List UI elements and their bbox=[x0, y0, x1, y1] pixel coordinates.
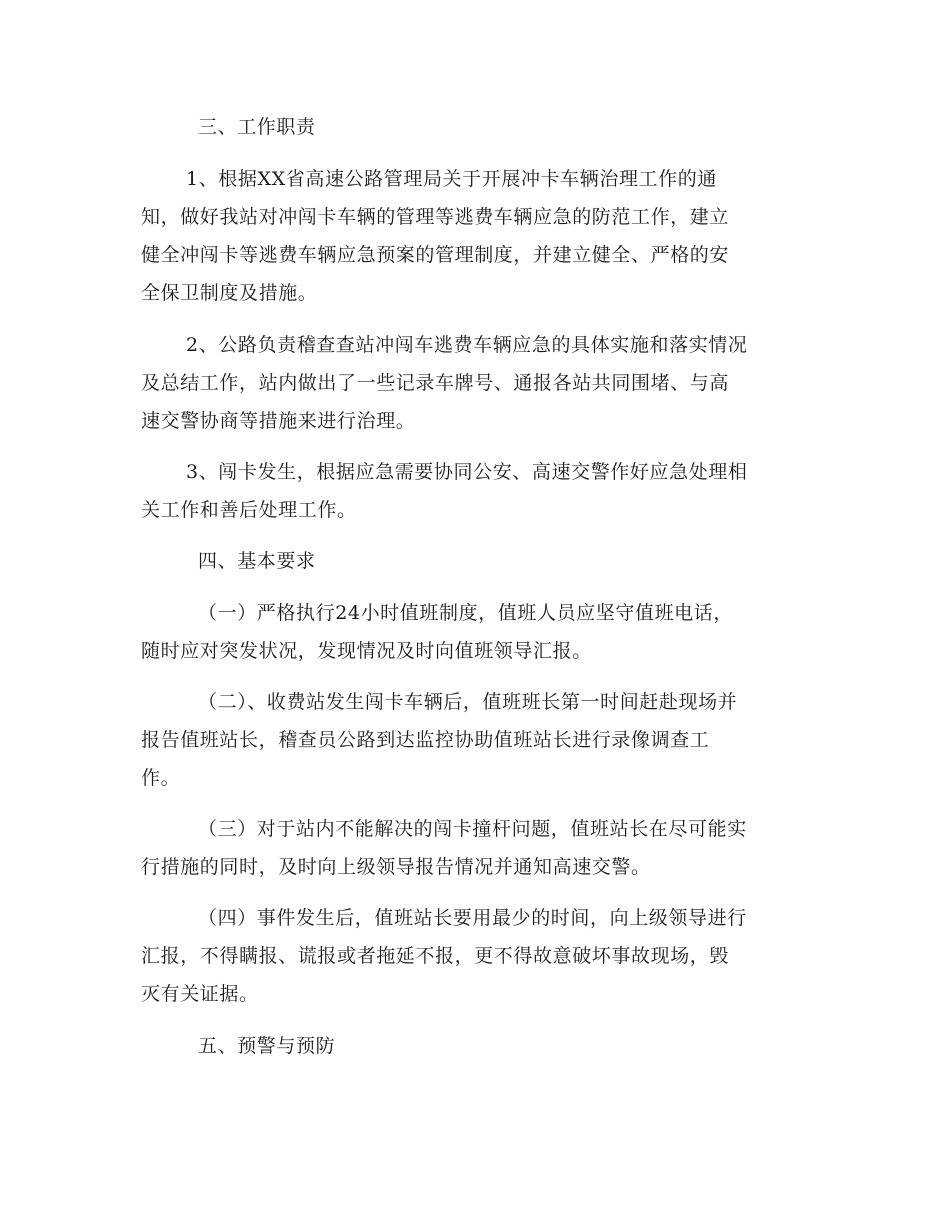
paragraph-line: 1、根据XX省高速公路管理局关于开展冲卡车辆治理工作的通 bbox=[186, 168, 717, 190]
paragraph-line: 健全冲闯卡等逃费车辆应急预案的管理制度，并建立健全、严格的安 bbox=[141, 244, 730, 266]
paragraph-line: （一）严格执行24小时值班制度，值班人员应坚守值班电话， bbox=[198, 602, 733, 624]
section-heading-warning: 五、预警与预防 bbox=[198, 1035, 336, 1057]
paragraph-line: 灭有关证据。 bbox=[141, 983, 259, 1005]
paragraph-line: 知，做好我站对冲闯卡车辆的管理等逃费车辆应急的防范工作，建立 bbox=[141, 206, 730, 228]
paragraph-line: （二）、收费站发生闯卡车辆后，值班班长第一时间赶赴现场并 bbox=[198, 691, 738, 713]
paragraph-line: 行措施的同时，及时向上级领导报告情况并通知高速交警。 bbox=[141, 856, 651, 878]
paragraph-line: 报告值班站长，稽查员公路到达监控协助值班站长进行录像调查工 bbox=[141, 729, 710, 751]
paragraph-line: （三）对于站内不能解决的闯卡撞杆问题，值班站长在尽可能实 bbox=[198, 818, 747, 840]
paragraph-line: 全保卫制度及措施。 bbox=[141, 282, 318, 304]
paragraph-line: 及总结工作，站内做出了一些记录车牌号、通报各站共同围堵、与高 bbox=[141, 372, 730, 394]
paragraph-line: 2、公路负责稽查查站冲闯车逃费车辆应急的具体实施和落实情况 bbox=[186, 334, 748, 356]
paragraph-line: 速交警协商等措施来进行治理。 bbox=[141, 410, 416, 432]
paragraph-line: 作。 bbox=[141, 767, 181, 789]
paragraph-line: 随时应对突发状况，发现情况及时向值班领导汇报。 bbox=[141, 640, 592, 662]
paragraph-line: 3、闯卡发生，根据应急需要协同公安、高速交警作好应急处理相 bbox=[186, 461, 748, 483]
section-heading-requirements: 四、基本要求 bbox=[198, 550, 316, 572]
paragraph-line: 汇报，不得瞒报、谎报或者拖延不报，更不得故意破坏事故现场，毁 bbox=[141, 945, 730, 967]
section-heading-duties: 三、工作职责 bbox=[198, 116, 316, 138]
paragraph-line: 关工作和善后处理工作。 bbox=[141, 499, 357, 521]
paragraph-line: （四）事件发生后，值班站长要用最少的时间，向上级领导进行 bbox=[198, 907, 747, 929]
